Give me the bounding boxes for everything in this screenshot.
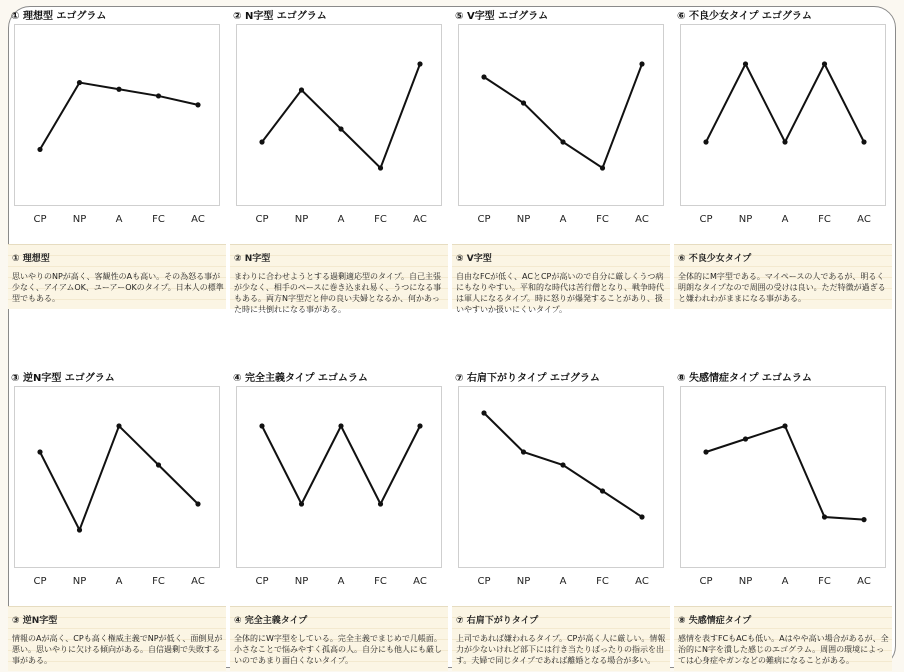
- chart-title: ⑥ 不良少女タイプ エゴグラム: [677, 11, 812, 22]
- description-title: ⑤ V字型: [456, 254, 492, 264]
- description-text: 全体的にM字型である。マイペースの人であるが、明るく明朗なタイプなので周囲の受けは良い。ただ特徴が過ぎると嫌われわがままになる事がある。: [678, 272, 886, 303]
- chart-title: ⑦ 右肩下がりタイプ エゴグラム: [455, 373, 600, 384]
- x-tick-label: FC: [374, 214, 387, 225]
- x-tick-label: CP: [699, 576, 713, 587]
- data-point-np: [77, 80, 82, 85]
- chart-title: ③ 逆N字型 エゴグラム: [11, 373, 115, 384]
- x-tick-label: AC: [635, 214, 649, 225]
- data-point-cp: [259, 139, 264, 144]
- egogram-chart: [8, 8, 226, 240]
- description-text: まわりに合わせようとする過剰適応型のタイプ。自己主張が少なく、相手のペースに巻き込まれ易く、うつになる事もある。両方N字型だと仲の良い夫婦となるか、何かあった時に共倒れになる事がある。: [234, 272, 442, 314]
- series-line: [484, 64, 642, 168]
- egogram-cell-3: [452, 8, 670, 314]
- description-panel: [8, 606, 226, 671]
- data-point-a: [560, 462, 565, 467]
- data-point-fc: [822, 61, 827, 66]
- egogram-cell-1: [8, 8, 226, 308]
- data-point-np: [299, 87, 304, 92]
- x-tick-label: A: [559, 214, 567, 225]
- x-tick-label: CP: [477, 214, 491, 225]
- data-point-ac: [861, 139, 866, 144]
- data-point-a: [782, 139, 787, 144]
- description-panel: [452, 244, 670, 314]
- data-point-a: [560, 139, 565, 144]
- chart-title: ⑧ 失感情症タイプ エゴムラム: [677, 373, 812, 384]
- data-point-cp: [703, 139, 708, 144]
- data-point-a: [116, 423, 121, 428]
- data-point-cp: [481, 74, 486, 79]
- x-tick-label: NP: [294, 576, 309, 587]
- egogram-cell-8: [674, 370, 892, 670]
- x-tick-label: FC: [818, 214, 831, 225]
- x-tick-label: NP: [516, 576, 531, 587]
- data-point-ac: [861, 517, 866, 522]
- description-text: 自由なFCが低く、ACとCPが高いので自分に厳しくうつ病にもなりやすい。平和的な時代は苦行僧となり、戦争時代は軍人になるタイプ。時に怒りが爆発することがあり、扱いやすいか扱いにくいタイプ。: [456, 272, 664, 314]
- x-tick-label: FC: [818, 576, 831, 587]
- x-tick-label: FC: [374, 576, 387, 587]
- description-panel: [230, 244, 448, 314]
- description-text: 上司であれば嫌われるタイプ。CPが高く人に厳しい。情報力が少ないけれど部下には行き当たりばったりの指示を出す。夫婦で同じタイプであれば離婚となる場合が多い。: [456, 634, 666, 665]
- x-tick-label: CP: [33, 214, 47, 225]
- data-point-ac: [195, 102, 200, 107]
- x-tick-label: NP: [738, 576, 753, 587]
- data-point-ac: [639, 514, 644, 519]
- egogram-chart: [452, 370, 670, 602]
- egogram-cell-7: [452, 370, 670, 670]
- data-point-ac: [639, 61, 644, 66]
- description-panel: [674, 244, 892, 309]
- description-title: ① 理想型: [12, 254, 50, 264]
- egogram-cell-2: [230, 8, 448, 314]
- egogram-cell-4: [674, 8, 892, 308]
- x-tick-label: CP: [255, 576, 269, 587]
- data-point-fc: [822, 514, 827, 519]
- x-tick-label: AC: [857, 214, 871, 225]
- x-tick-label: A: [781, 576, 789, 587]
- data-point-cp: [259, 423, 264, 428]
- x-tick-label: AC: [191, 214, 205, 225]
- x-tick-label: AC: [857, 576, 871, 587]
- description-panel: [674, 606, 892, 671]
- data-point-fc: [156, 462, 161, 467]
- description-panel: [230, 606, 448, 671]
- data-point-ac: [417, 61, 422, 66]
- x-tick-label: CP: [33, 576, 47, 587]
- data-point-a: [338, 126, 343, 131]
- x-tick-label: A: [559, 576, 567, 587]
- x-tick-label: CP: [699, 214, 713, 225]
- egogram-chart: [452, 8, 670, 240]
- x-tick-label: CP: [255, 214, 269, 225]
- egogram-chart: [8, 370, 226, 602]
- series-line: [40, 83, 198, 150]
- series-line: [40, 426, 198, 530]
- chart-title: ① 理想型 エゴグラム: [11, 11, 107, 22]
- x-tick-label: FC: [596, 576, 609, 587]
- description-title: ④ 完全主義タイプ: [234, 616, 308, 626]
- egogram-chart: [230, 370, 448, 602]
- description-panel: [452, 606, 670, 671]
- data-point-a: [338, 423, 343, 428]
- data-point-fc: [156, 93, 161, 98]
- data-point-fc: [600, 165, 605, 170]
- description-title: ⑦ 右肩下がりタイプ: [456, 616, 539, 626]
- data-point-np: [77, 527, 82, 532]
- data-point-fc: [378, 165, 383, 170]
- data-point-cp: [37, 449, 42, 454]
- data-point-np: [521, 449, 526, 454]
- data-point-np: [299, 501, 304, 506]
- x-tick-label: NP: [294, 214, 309, 225]
- x-tick-label: NP: [72, 214, 87, 225]
- series-line: [706, 64, 864, 142]
- data-point-ac: [195, 501, 200, 506]
- chart-title: ⑤ V字型 エゴグラム: [455, 11, 549, 22]
- x-tick-label: FC: [596, 214, 609, 225]
- egogram-chart: [230, 8, 448, 240]
- x-tick-label: A: [781, 214, 789, 225]
- x-tick-label: NP: [72, 576, 87, 587]
- data-point-a: [782, 423, 787, 428]
- x-tick-label: AC: [635, 576, 649, 587]
- x-tick-label: FC: [152, 214, 165, 225]
- egogram-cell-6: [230, 370, 448, 670]
- series-line: [262, 426, 420, 504]
- description-text: 全体的にW字型をしている。完全主義でまじめで几帳面。小さなことで悩みやすく孤高の人。自分にも他人にも厳しいのであまり面白くないタイプ。: [234, 634, 442, 665]
- description-title: ③ 逆N字型: [12, 616, 58, 626]
- data-point-np: [743, 436, 748, 441]
- data-point-fc: [600, 488, 605, 493]
- data-point-cp: [481, 410, 486, 415]
- data-point-np: [743, 61, 748, 66]
- x-tick-label: A: [337, 576, 345, 587]
- data-point-np: [521, 100, 526, 105]
- data-point-cp: [37, 147, 42, 152]
- x-tick-label: A: [115, 576, 123, 587]
- x-tick-label: AC: [413, 214, 427, 225]
- chart-title: ② N字型 エゴグラム: [233, 11, 327, 22]
- series-line: [706, 426, 864, 520]
- x-tick-label: AC: [191, 576, 205, 587]
- description-text: 情報のAが高く、CPも高く権威主義でNPが低く、面倒見が悪い。思いやりに欠ける傾向がある。自信過剰で失敗する事がある。: [12, 634, 223, 665]
- x-tick-label: CP: [477, 576, 491, 587]
- description-panel: [8, 244, 226, 309]
- description-text: 思いやりのNPが高く、客観性のAも高い。その為怒る事が少なく、アイアムOK、ユーアーOKのタイプ。日本人の標準型でもある。: [12, 272, 224, 303]
- egogram-chart: [674, 8, 892, 240]
- x-tick-label: FC: [152, 576, 165, 587]
- data-point-fc: [378, 501, 383, 506]
- egogram-chart: [674, 370, 892, 602]
- x-tick-label: NP: [738, 214, 753, 225]
- description-title: ⑧ 失感情症タイプ: [678, 616, 752, 626]
- egogram-cell-5: [8, 370, 226, 670]
- x-tick-label: A: [115, 214, 123, 225]
- description-title: ⑥ 不良少女タイプ: [678, 254, 752, 264]
- series-line: [262, 64, 420, 168]
- data-point-ac: [417, 423, 422, 428]
- x-tick-label: NP: [516, 214, 531, 225]
- description-text: 感情を表すFCもACも低い。Aはやや高い場合があるが、全治的にN字を潰した感じのエゴグラム。周囲の環境によっては心身症やガンなどの難病になることがある。: [678, 634, 889, 665]
- x-tick-label: A: [337, 214, 345, 225]
- data-point-cp: [703, 449, 708, 454]
- description-title: ② N字型: [234, 254, 271, 264]
- data-point-a: [116, 87, 121, 92]
- chart-title: ④ 完全主義タイプ エゴムラム: [233, 373, 368, 384]
- x-tick-label: AC: [413, 576, 427, 587]
